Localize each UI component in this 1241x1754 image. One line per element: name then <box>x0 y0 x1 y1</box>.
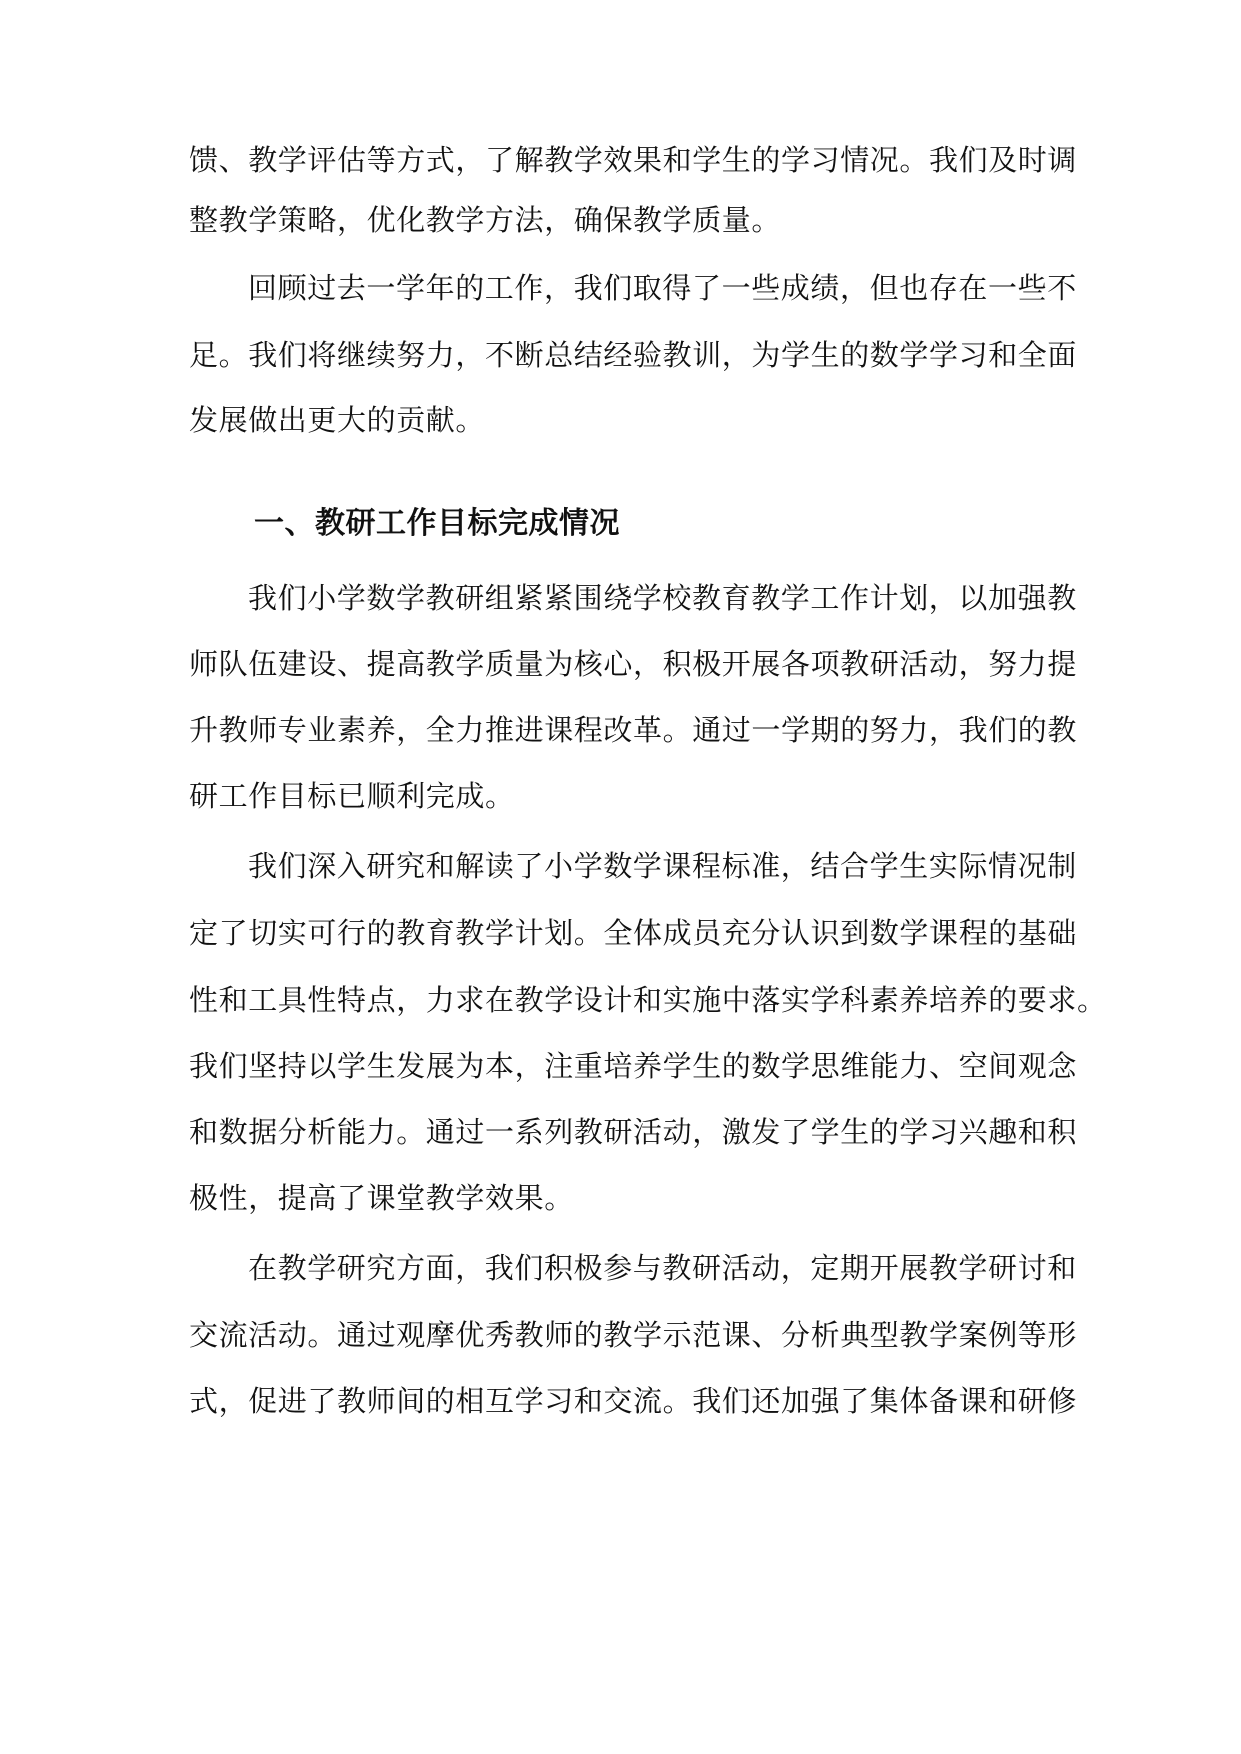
section-heading: 一、教研工作目标完成情况 <box>254 506 620 541</box>
text-line: 在教学研究方面，我们积极参与教研活动，定期开展教学研讨和 <box>248 1251 1077 1285</box>
text-line: 性和工具性特点，力求在教学设计和实施中落实学科素养培养的要求。 <box>189 983 1107 1017</box>
text-line: 我们小学数学教研组紧紧围绕学校教育教学工作计划，以加强教 <box>248 581 1077 615</box>
text-line: 式，促进了教师间的相互学习和交流。我们还加强了集体备课和研修 <box>189 1384 1078 1418</box>
text-line: 极性，提高了课堂教学效果。 <box>189 1181 574 1215</box>
text-line: 发展做出更大的贡献。 <box>189 403 486 437</box>
text-line: 研工作目标已顺利完成。 <box>189 779 515 813</box>
text-line: 师队伍建设、提高教学质量为核心，积极开展各项教研活动，努力提 <box>189 647 1078 681</box>
text-line: 交流活动。通过观摩优秀教师的教学示范课、分析典型教学案例等形 <box>189 1318 1078 1352</box>
text-line: 馈、教学评估等方式，了解教学效果和学生的学习情况。我们及时调 <box>189 143 1078 177</box>
text-line: 和数据分析能力。通过一系列教研活动，激发了学生的学习兴趣和积 <box>189 1115 1078 1149</box>
text-line: 足。我们将继续努力，不断总结经验教训，为学生的数学学习和全面 <box>189 338 1078 372</box>
text-line: 回顾过去一学年的工作，我们取得了一些成绩，但也存在一些不 <box>248 271 1077 305</box>
text-line: 定了切实可行的教育教学计划。全体成员充分认识到数学课程的基础 <box>189 916 1078 950</box>
text-line: 整教学策略，优化教学方法，确保教学质量。 <box>189 203 782 237</box>
text-line: 我们坚持以学生发展为本，注重培养学生的数学思维能力、空间观念 <box>189 1049 1078 1083</box>
text-line: 我们深入研究和解读了小学数学课程标准，结合学生实际情况制 <box>248 849 1077 883</box>
text-line: 升教师专业素养，全力推进课程改革。通过一学期的努力，我们的教 <box>189 713 1078 747</box>
